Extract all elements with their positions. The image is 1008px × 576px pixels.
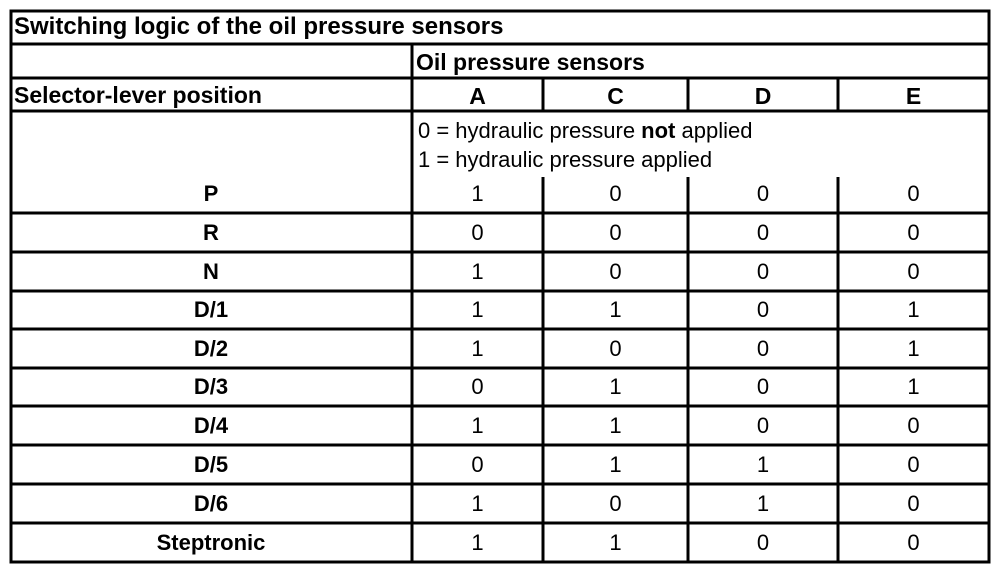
cell-e: 0 [907, 530, 920, 555]
row-position-label: P [203, 181, 219, 206]
legend-line-0 [418, 120, 752, 142]
cell-a: 0 [471, 220, 484, 245]
cell-d: 0 [756, 259, 770, 284]
cell-d: 0 [756, 181, 770, 206]
cell-d: 0 [756, 220, 770, 245]
group-header: Oil pressure sensors [416, 49, 645, 75]
row-position-label: D/5 [193, 452, 229, 477]
cell-a: 0 [471, 452, 484, 477]
cell-a: 1 [471, 336, 484, 361]
cell-e: 0 [907, 259, 920, 284]
cell-e: 0 [907, 220, 920, 245]
cell-a: 1 [471, 491, 484, 516]
cell-c: 1 [609, 413, 622, 438]
table-title: Switching logic of the oil pressure sensors [14, 13, 504, 40]
cell-d: 1 [756, 452, 770, 477]
row-position-label: N [203, 259, 219, 284]
column-header-a: A [469, 83, 486, 109]
cell-d: 0 [756, 413, 770, 438]
cell-c: 0 [609, 259, 622, 284]
column-header-c: C [607, 83, 624, 109]
cell-e: 1 [907, 297, 920, 322]
cell-e: 1 [907, 336, 920, 361]
row-position-label: D/3 [193, 374, 229, 399]
cell-d: 1 [756, 491, 770, 516]
cell-a: 1 [471, 181, 484, 206]
cell-c: 0 [609, 220, 622, 245]
cell-a: 1 [471, 413, 484, 438]
cell-e: 0 [907, 452, 920, 477]
cell-e: 0 [907, 413, 920, 438]
cell-e: 1 [907, 374, 920, 399]
column-header-e: E [905, 83, 922, 109]
row-position-label: D/2 [193, 336, 229, 361]
cell-a: 1 [471, 530, 484, 555]
cell-d: 0 [756, 374, 770, 399]
cell-a: 1 [471, 259, 484, 284]
legend-line-1: 1 = hydraulic pressure applied [418, 147, 713, 172]
cell-a: 1 [471, 297, 484, 322]
cell-c: 1 [609, 530, 622, 555]
cell-a: 0 [471, 374, 484, 399]
cell-c: 1 [609, 374, 622, 399]
cell-c: 1 [609, 452, 622, 477]
legend-line-0-prefix: 0 = hydraulic pressure [418, 118, 642, 143]
cell-c: 0 [609, 491, 622, 516]
row-position-label: D/4 [193, 413, 229, 438]
cell-c: 1 [609, 297, 622, 322]
row-position-label: D/1 [193, 297, 229, 322]
row-position-label: Steptronic [156, 530, 266, 555]
cell-d: 0 [756, 336, 770, 361]
cell-e: 0 [907, 181, 920, 206]
row-position-label: R [203, 220, 219, 245]
cell-d: 0 [756, 530, 770, 555]
column-header-d: D [754, 83, 772, 109]
cell-e: 0 [907, 491, 920, 516]
legend-line-0-suffix: applied [675, 118, 753, 143]
cell-c: 0 [609, 336, 622, 361]
cell-d: 0 [756, 297, 770, 322]
legend-line-0-bold: not [641, 118, 676, 143]
row-position-label: D/6 [193, 491, 229, 516]
row-header: Selector-lever position [14, 82, 262, 108]
cell-c: 0 [609, 181, 622, 206]
